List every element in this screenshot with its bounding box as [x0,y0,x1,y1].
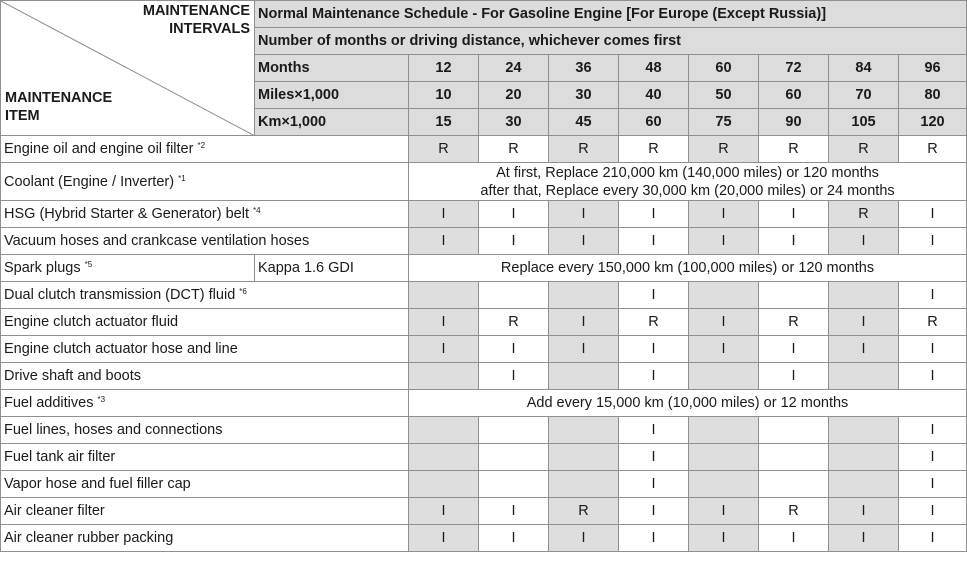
schedule-cell: I [689,498,759,525]
schedule-cell: I [479,228,549,255]
interval-miles-value: 60 [759,82,829,109]
schedule-cell: I [899,363,967,390]
interval-miles-value: 30 [549,82,619,109]
schedule-cell: I [899,525,967,552]
schedule-cell: R [759,136,829,163]
schedule-cell: I [409,336,479,363]
schedule-cell: I [759,363,829,390]
schedule-cell: I [479,336,549,363]
schedule-cell: I [409,309,479,336]
item-name: Dual clutch transmission (DCT) fluid [4,287,236,303]
item-name: Engine oil and engine oil filter [4,141,194,157]
table-row [1,336,967,363]
interval-miles-value: 40 [619,82,689,109]
schedule-cell: R [619,309,689,336]
item-name-cell [1,363,409,390]
schedule-cell: I [899,444,967,471]
schedule-cell: R [549,136,619,163]
interval-note-line: after that, Replace every 30,000 km (20,000 miles) or 24 months [480,182,895,199]
schedule-cell [549,471,619,498]
item-name-cell [1,390,409,417]
schedule-cell [479,444,549,471]
schedule-cell: R [619,136,689,163]
schedule-cell: R [479,309,549,336]
intervals-label-line2: INTERVALS [169,21,250,37]
interval-km-value: 60 [619,109,689,136]
schedule-cell [549,363,619,390]
item-name: Drive shaft and boots [4,368,142,384]
schedule-title: Normal Maintenance Schedule - For Gasoline Engine [For Europe (Except Russia)] [255,1,967,28]
item-name: Fuel tank air filter [4,449,116,465]
schedule-cell: R [899,136,967,163]
interval-km-value: 120 [899,109,967,136]
schedule-cell [409,471,479,498]
footnote-marker: *2 [197,141,206,150]
schedule-cell: I [549,309,619,336]
interval-note-cell [409,163,967,201]
interval-months-value: 60 [689,55,759,82]
schedule-cell: I [619,471,689,498]
schedule-cell [829,417,899,444]
item-name: HSG (Hybrid Starter & Generator) belt [4,206,249,222]
schedule-cell [759,417,829,444]
schedule-cell [409,282,479,309]
interval-months-value: 24 [479,55,549,82]
schedule-cell: I [689,525,759,552]
interval-months-value: 36 [549,55,619,82]
table-row [1,255,967,282]
schedule-cell: I [479,363,549,390]
interval-months-value: 72 [759,55,829,82]
item-name-cell [1,498,409,525]
footnote-marker: *1 [178,173,186,183]
interval-miles-value: 70 [829,82,899,109]
schedule-cell: I [549,201,619,228]
schedule-cell [689,417,759,444]
footnote-marker: *4 [253,206,261,215]
interval-km-value: 45 [549,109,619,136]
interval-row-label-km: Km×1,000 [255,109,409,136]
interval-row-label-months: Months [255,55,409,82]
schedule-cell: I [899,228,967,255]
table-row [1,417,967,444]
schedule-cell [829,471,899,498]
item-name: Air cleaner rubber packing [4,530,174,546]
interval-note-cell [409,390,967,417]
item-name: Fuel additives [4,395,94,411]
schedule-cell: R [829,201,899,228]
schedule-cell: I [549,525,619,552]
schedule-cell: I [899,498,967,525]
schedule-cell: R [759,498,829,525]
schedule-cell: I [689,309,759,336]
schedule-cell [409,444,479,471]
schedule-cell [479,471,549,498]
item-name-cell [1,444,409,471]
interval-months-value: 12 [409,55,479,82]
schedule-cell: I [829,228,899,255]
schedule-cell: I [479,498,549,525]
schedule-cell: I [829,309,899,336]
item-name-cell [1,163,409,201]
schedule-cell: I [549,336,619,363]
schedule-cell: I [759,525,829,552]
schedule-cell: I [619,417,689,444]
schedule-cell: I [759,201,829,228]
schedule-cell: R [899,309,967,336]
item-sub-cell: Kappa 1.6 GDI [255,255,409,282]
item-name-cell [1,201,409,228]
item-label-line1: MAINTENANCE [5,90,113,106]
schedule-cell: I [409,201,479,228]
schedule-cell: I [829,525,899,552]
schedule-cell: R [409,136,479,163]
interval-miles-value: 50 [689,82,759,109]
item-name: Spark plugs [4,260,81,276]
interval-months-value: 84 [829,55,899,82]
schedule-subtitle: Number of months or driving distance, whichever comes first [255,28,967,55]
interval-miles-value: 10 [409,82,479,109]
table-row [1,390,967,417]
interval-km-value: 90 [759,109,829,136]
interval-miles-value: 20 [479,82,549,109]
item-name-cell [1,471,409,498]
item-name: Vacuum hoses and crankcase ventilation hoses [4,233,310,249]
schedule-cell: I [899,417,967,444]
intervals-label [143,2,250,38]
item-name-cell [1,228,409,255]
schedule-cell [409,417,479,444]
item-name: Engine clutch actuator hose and line [4,341,238,357]
schedule-cell: I [619,498,689,525]
footnote-marker: *6 [239,287,247,296]
table-row [1,363,967,390]
schedule-cell: I [619,228,689,255]
schedule-cell [549,417,619,444]
table-row [1,498,967,525]
table-row [1,136,967,163]
schedule-cell: I [899,201,967,228]
item-name-cell [1,255,255,282]
item-name: Coolant (Engine / Inverter) [4,173,175,190]
interval-note-line: Add every 15,000 km (10,000 miles) or 12 months [526,395,849,411]
schedule-cell [829,363,899,390]
interval-months-value: 96 [899,55,967,82]
interval-km-value: 30 [479,109,549,136]
schedule-cell: I [479,525,549,552]
interval-months-value: 48 [619,55,689,82]
item-name: Engine clutch actuator fluid [4,314,179,330]
intervals-label-line1: MAINTENANCE [142,3,250,19]
table-row [1,282,967,309]
interval-miles-value: 80 [899,82,967,109]
schedule-cell: I [829,498,899,525]
schedule-cell [689,471,759,498]
interval-note-cell [409,255,967,282]
schedule-cell [759,471,829,498]
schedule-cell: I [479,201,549,228]
schedule-cell: I [619,363,689,390]
table-row [1,444,967,471]
schedule-cell [689,363,759,390]
interval-km-value: 15 [409,109,479,136]
schedule-cell [689,444,759,471]
schedule-cell: I [759,336,829,363]
table-row [1,201,967,228]
schedule-cell: I [899,336,967,363]
schedule-cell [479,282,549,309]
schedule-cell: R [549,498,619,525]
interval-km-value: 105 [829,109,899,136]
schedule-cell: I [759,228,829,255]
table-row [1,228,967,255]
schedule-cell [829,444,899,471]
schedule-cell: I [619,282,689,309]
schedule-cell: I [409,228,479,255]
schedule-cell: I [899,282,967,309]
item-name: Vapor hose and fuel filler cap [4,476,191,492]
schedule-cell: R [689,136,759,163]
schedule-cell [549,282,619,309]
schedule-cell: I [409,498,479,525]
schedule-cell [549,444,619,471]
item-name-cell [1,336,409,363]
footnote-marker: *3 [97,395,106,404]
item-name-cell [1,525,409,552]
footnote-marker: *5 [84,260,93,269]
schedule-cell [479,417,549,444]
schedule-cell: I [829,336,899,363]
schedule-cell: I [619,201,689,228]
item-name: Air cleaner filter [4,503,105,519]
item-name: Fuel lines, hoses and connections [4,422,223,438]
schedule-cell: I [549,228,619,255]
schedule-cell: I [899,471,967,498]
table-row [1,163,967,201]
item-label [5,89,112,125]
item-label-line2: ITEM [5,108,40,124]
schedule-cell [689,282,759,309]
schedule-cell [759,282,829,309]
schedule-cell: I [409,525,479,552]
item-name-cell [1,417,409,444]
interval-row-label-miles: Miles×1,000 [255,82,409,109]
schedule-cell [829,282,899,309]
interval-note-line: Replace every 150,000 km (100,000 miles) or 120 months [500,260,875,276]
schedule-cell: I [689,228,759,255]
item-name-cell [1,309,409,336]
schedule-cell: R [829,136,899,163]
schedule-cell [759,444,829,471]
schedule-cell: I [619,336,689,363]
schedule-cell: I [619,444,689,471]
schedule-cell: R [759,309,829,336]
corner-header-cell [1,1,255,136]
schedule-cell: I [619,525,689,552]
schedule-cell [409,363,479,390]
schedule-cell: I [689,336,759,363]
schedule-cell: I [689,201,759,228]
interval-km-value: 75 [689,109,759,136]
schedule-cell: R [479,136,549,163]
table-row [1,309,967,336]
interval-note-line: At first, Replace 210,000 km (140,000 miles) or 120 months [496,164,879,181]
item-name-cell [1,136,409,163]
table-row [1,525,967,552]
table-row [1,471,967,498]
item-name-cell [1,282,409,309]
